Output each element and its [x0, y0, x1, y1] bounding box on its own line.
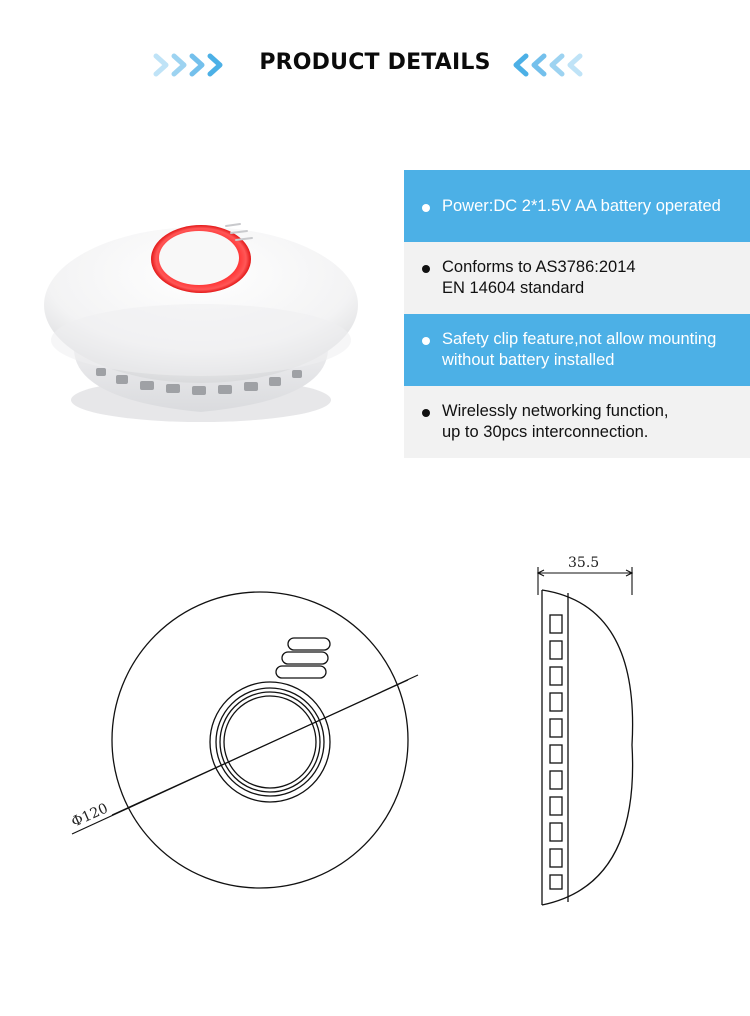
feature-text: Conforms to AS3786:2014 EN 14604 standard: [442, 258, 636, 297]
side-view-drawing: [520, 545, 650, 915]
section-header: [0, 40, 750, 90]
page-title: PRODUCT DETAILS: [259, 50, 491, 75]
feature-wireless: [404, 386, 750, 458]
feature-text: Power:DC 2*1.5V AA battery operated: [442, 196, 721, 215]
front-view-drawing: [60, 580, 450, 960]
bullet-icon: [422, 409, 430, 417]
bullet-icon: [422, 337, 430, 345]
feature-power: [404, 170, 750, 242]
bullet-icon: [422, 265, 430, 273]
chevrons-left-icon: [512, 50, 598, 80]
feature-safety-clip: [404, 314, 750, 386]
feature-text: Safety clip feature,not allow mounting without battery installed: [442, 330, 717, 369]
smoke-detector-photo: [36, 200, 366, 430]
feature-standard: [404, 242, 750, 314]
diameter-label: Φ120: [69, 800, 111, 831]
bullet-icon: [422, 204, 430, 212]
feature-text: Wirelessly networking function, up to 30pcs interconnection.: [442, 402, 669, 441]
feature-list: [404, 170, 750, 458]
outer-outline: [112, 592, 408, 888]
depth-label: 35.5: [568, 555, 600, 571]
